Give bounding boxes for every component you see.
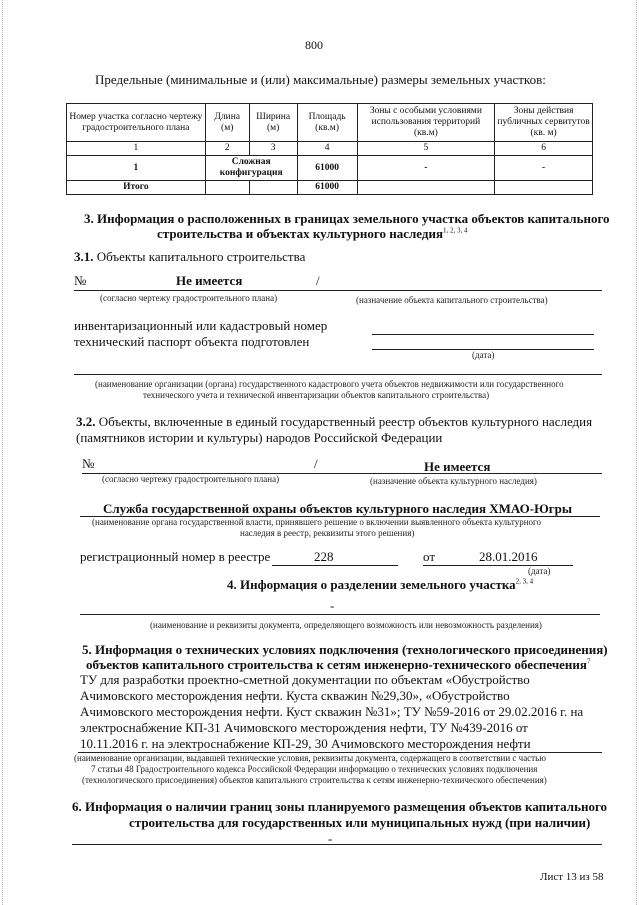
table-row [67, 156, 593, 181]
section-3-footnote-ref: 1, 2, 3, 4 [443, 226, 468, 235]
registry-from-label: от [423, 549, 436, 564]
land-plot-size-table [66, 103, 593, 195]
inventory-label-line1: инвентаризационный или кадастровый номер [74, 318, 328, 333]
plot-area-cell: 61000 [297, 156, 357, 181]
section-5-caption-line1: (наименование организации, выдавшей технические условия, реквизиты документа, содержащего в соответствии с частью [74, 753, 546, 763]
table-number-cell: 6 [495, 142, 593, 156]
section-6-title-line2: строительства для государственных или муниципальных нужд (при наличии) [129, 815, 591, 830]
heritage-authority: Служба государственной охраны объектов культурного наследия ХМАО-Югры [103, 501, 573, 516]
section-3-2-text: Объекты, включенные в единый государственный реестр объектов культурного наследия [95, 414, 593, 429]
section-4-caption: (наименование и реквизиты документа, определяющего возможность или невозможность разделения) [150, 620, 542, 630]
table-header-cell: Длина (м) [205, 104, 249, 142]
table-total-row [67, 181, 593, 195]
plot-servitudes-cell: - [495, 156, 593, 181]
section-3-title-text: строительства и объектах культурного наследия [157, 226, 444, 241]
caption-plan: (согласно чертежу градостроительного плана) [102, 474, 280, 484]
table-header-cell: Номер участка согласно чертежу градостроительного плана [67, 104, 206, 142]
table-number-cell: 2 [205, 142, 249, 156]
section-3-title-line2 [157, 226, 468, 242]
section-4-footnote-ref: 2, 3, 4 [515, 577, 534, 586]
caption-purpose: (назначение объекта капитального строительства) [356, 295, 548, 305]
section-4-title-text: 4. Информация о разделении земельного участка [227, 577, 516, 592]
registry-number: 228 [314, 549, 334, 564]
number-sign: № [82, 456, 95, 471]
table-empty-cell [205, 181, 249, 195]
capital-objects-value: Не имеется [176, 273, 243, 288]
section-5-footnote-ref: 7 [586, 657, 591, 666]
table-number-cell: 4 [297, 142, 357, 156]
fill-line [72, 844, 602, 845]
table-number-cell: 5 [357, 142, 495, 156]
section-5-body-line: электроснабжение КП-31 Ачимовского месторождения нефти, ТУ №439-2016 от [80, 720, 528, 735]
authority-caption-line2: наследия в реестр, реквизиты этого решения) [240, 528, 415, 538]
section-4-value: - [330, 598, 335, 613]
caption-plan: (согласно чертежу градостроительного плана) [100, 293, 278, 303]
table-empty-cell [249, 181, 297, 195]
section-4-title [227, 577, 533, 593]
section-5-body-line: Ачимовского месторождения нефти. Куста скважин №29,30», «Обустройство [80, 688, 510, 703]
total-area-cell: 61000 [297, 181, 357, 195]
table-empty-cell [357, 181, 495, 195]
table-number-cell: 3 [249, 142, 297, 156]
slash-separator: / [314, 456, 318, 471]
slash-separator: / [316, 273, 320, 288]
table-empty-cell [495, 181, 593, 195]
section-5-caption-line2: 7 статьи 48 Градостроительного кодекса Российской Федерации информацию о технических условиях подключения [91, 764, 538, 774]
table-header-row [67, 104, 593, 142]
fill-line [372, 334, 594, 335]
section-3-1-text: Объекты капитального строительства [93, 249, 306, 264]
page-number: 800 [305, 38, 323, 52]
authority-caption-line1: (наименование органа государственной власти, принявшего решение о включении выявленного объекта культурного [92, 517, 542, 527]
date-caption: (дата) [472, 350, 495, 360]
table-header-cell: Зоны с особыми условиями использования территорий (кв.м) [357, 104, 495, 142]
fill-line [80, 614, 600, 615]
number-sign: № [74, 273, 87, 288]
section-3-2-title-line1 [76, 414, 592, 430]
scan-edge-left [2, 0, 3, 905]
plot-number-cell: 1 [67, 156, 206, 181]
table-number-row [67, 142, 593, 156]
section-5-caption-line3: (технологического присоединения) объектов капитального строительства к сетям инженерно-технического обеспечения) [82, 775, 547, 785]
section-3-2-title-line2: (памятников истории и культуры) народов Российской Федерации [76, 430, 443, 445]
section-5-title-line1: 5. Информация о технических условиях подключения (технологического присоединения) [82, 642, 608, 657]
date-caption: (дата) [528, 566, 551, 576]
section-3-2-number: 3.2. [76, 414, 96, 429]
organization-caption-line1: (наименование организации (органа) государственного кадастрового учета объектов недвижимости или государственного [95, 379, 564, 389]
table-header-cell: Площадь (кв.м) [297, 104, 357, 142]
section-6-title-line1: 6. Информация о наличии границ зоны планируемого размещения объектов капитального [72, 799, 608, 814]
fill-line [272, 565, 398, 566]
registry-number-label: регистрационный номер в реестре [80, 549, 271, 564]
section-3-1-title [74, 249, 305, 265]
section-5-title-text: объектов капитального строительства к сетям инженерно-технического обеспечения [86, 657, 587, 672]
section-3-title-line1: 3. Информация о расположенных в границах земельного участка объектов капитального [84, 211, 610, 226]
section-6-value: - [328, 831, 333, 846]
caption-heritage-purpose: (назначение объекта культурного наследия) [370, 476, 537, 486]
table-number-cell: 1 [67, 142, 206, 156]
inventory-label-line2: технический паспорт объекта подготовлен [74, 334, 310, 349]
section-5-body-line: 10.11.2016 г. на электроснабжение КП-29, 30 Ачимовского месторождения нефти [80, 736, 531, 751]
sheet-counter: Лист 13 из 58 [540, 871, 604, 883]
scan-edge-right [636, 0, 637, 905]
section-5-title-line2 [86, 657, 590, 673]
fill-line [74, 374, 602, 375]
intro-text: Предельные (минимальные и (или) максимальные) размеры земельных участков: [95, 72, 546, 87]
section-5-body-line: Ачимовского месторождения нефти. Куст скважин №31»; ТУ №59-2016 от 29.02.2016 г. на [80, 704, 584, 719]
fill-line [423, 565, 573, 566]
section-5-body-line: ТУ для разработки проектно-сметной документации по объектам «Обустройство [80, 672, 530, 687]
fill-line [74, 290, 602, 291]
section-3-1-number: 3.1. [74, 249, 94, 264]
total-label-cell: Итого [67, 181, 206, 195]
table-header-cell: Зоны действия публичных сервитутов (кв. м) [495, 104, 593, 142]
registry-date: 28.01.2016 [479, 549, 538, 564]
heritage-objects-value: Не имеется [424, 459, 491, 474]
plot-zones-cell: - [357, 156, 495, 181]
organization-caption-line2: технического учета и технической инвентаризации объектов капитального строительства) [143, 390, 490, 400]
plot-shape-cell: Сложная конфигурация [205, 156, 297, 181]
table-header-cell: Ширина (м) [249, 104, 297, 142]
